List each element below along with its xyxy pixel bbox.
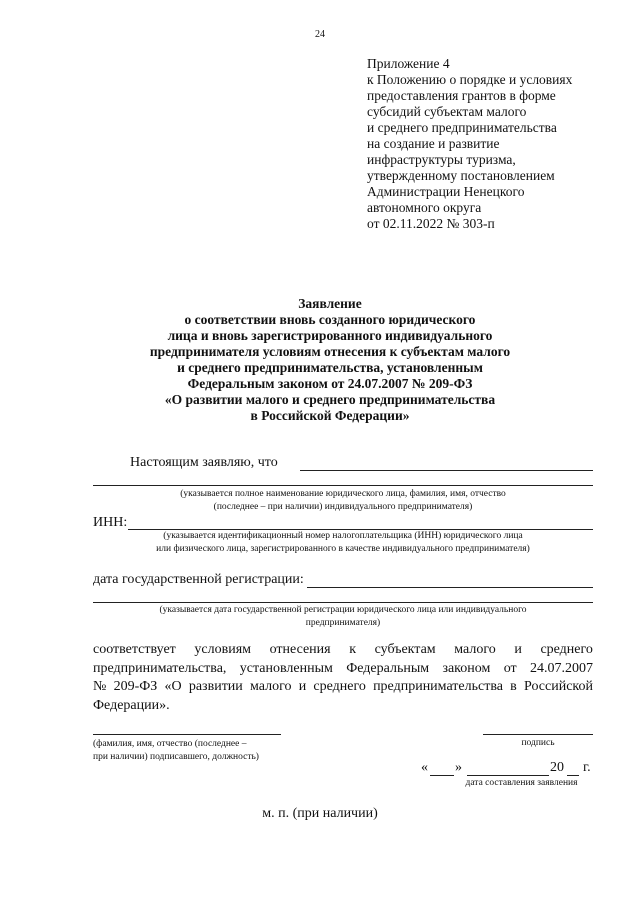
date-day-field[interactable] bbox=[430, 775, 454, 776]
reg-hint-2: предпринимателя) bbox=[305, 618, 381, 628]
body-word: соответствует bbox=[93, 642, 176, 657]
reg-date-field-continued[interactable] bbox=[93, 602, 593, 603]
appendix-line: предоставления грантов в форме bbox=[367, 88, 556, 103]
appendix-block bbox=[367, 56, 572, 232]
body-line-1 bbox=[93, 641, 593, 660]
title-line: лица и вновь зарегистрированного индивидуального bbox=[167, 328, 493, 343]
declare-field[interactable] bbox=[300, 470, 593, 471]
name-hint-2: (последнее – при наличии) индивидуального предпринимателя) bbox=[213, 502, 473, 512]
appendix-line: и среднего предпринимательства bbox=[367, 120, 557, 135]
title-line: «О развитии малого и среднего предпринимательства bbox=[164, 392, 496, 407]
year-suffix: г. bbox=[583, 760, 591, 775]
body-word: среднего bbox=[313, 679, 366, 694]
body-word: малого bbox=[454, 642, 496, 657]
appendix-line: субсидий субъектам малого bbox=[367, 104, 527, 119]
inn-label: ИНН: bbox=[93, 515, 128, 530]
appendix-line: на создание и развитие bbox=[367, 136, 500, 151]
body-word: малого bbox=[250, 679, 292, 694]
date-open-quote: « bbox=[421, 760, 428, 775]
body-word: субъектам bbox=[374, 642, 436, 657]
reg-date-label: дата государственной регистрации: bbox=[93, 572, 304, 587]
body-word: среднего bbox=[540, 642, 593, 657]
body-word: Федеральным bbox=[346, 660, 430, 676]
body-word: Российской bbox=[524, 679, 593, 694]
body-paragraph bbox=[93, 641, 593, 715]
body-word: от bbox=[503, 660, 517, 676]
appendix-line: утвержденному постановлением bbox=[367, 168, 555, 183]
body-word: предпринимательства bbox=[373, 679, 503, 694]
inn-hint-1: (указывается идентификационный номер налогоплательщика (ИНН) юридического лица bbox=[163, 531, 523, 541]
body-word: «О bbox=[164, 679, 182, 694]
signature-label: подпись bbox=[521, 738, 555, 748]
date-close-quote: » bbox=[455, 760, 462, 775]
body-word: развитии bbox=[188, 679, 243, 694]
body-word: законом bbox=[442, 660, 491, 676]
appendix-line: Приложение 4 bbox=[367, 56, 450, 71]
body-word: № bbox=[93, 679, 107, 694]
title-line: Заявление bbox=[298, 296, 362, 311]
body-word: 209-ФЗ bbox=[113, 679, 158, 694]
fio-hint-1: (фамилия, имя, отчество (последнее – bbox=[93, 739, 247, 749]
signature-field[interactable] bbox=[483, 734, 593, 735]
reg-date-field[interactable] bbox=[307, 587, 593, 588]
body-word: предпринимательства, bbox=[93, 660, 227, 676]
document-title bbox=[60, 296, 600, 424]
date-month-field[interactable] bbox=[467, 775, 549, 776]
title-line: Федеральным законом от 24.07.2007 № 209-ФЗ bbox=[187, 376, 473, 391]
title-line: о соответствии вновь созданного юридического bbox=[184, 312, 476, 327]
declare-field-continued[interactable] bbox=[93, 485, 593, 486]
appendix-line: инфраструктуры туризма, bbox=[367, 152, 516, 167]
declare-label: Настоящим заявляю, что bbox=[130, 455, 278, 470]
title-line: предпринимателя условиям отнесения к субъектам малого bbox=[149, 344, 511, 359]
body-word: к bbox=[349, 642, 357, 657]
page-number: 24 bbox=[315, 29, 325, 40]
title-line: в Российской Федерации» bbox=[250, 408, 410, 423]
appendix-line: от 02.11.2022 № 303-п bbox=[367, 216, 495, 231]
body-word: условиям bbox=[194, 642, 251, 657]
fio-field[interactable] bbox=[93, 734, 281, 735]
body-word: в bbox=[510, 679, 517, 694]
body-word: отнесения bbox=[269, 642, 331, 657]
date-label: дата составления заявления bbox=[465, 778, 578, 788]
body-word: и bbox=[514, 642, 522, 657]
fio-hint-2: при наличии) подписавшего, должность) bbox=[93, 752, 259, 762]
body-word: 24.07.2007 bbox=[529, 660, 593, 676]
date-year-field[interactable] bbox=[567, 775, 579, 776]
stamp-label: м. п. (при наличии) bbox=[262, 806, 378, 821]
body-word: и bbox=[298, 679, 307, 694]
title-line: и среднего предпринимательства, установленным bbox=[177, 360, 483, 375]
body-line-2 bbox=[93, 660, 593, 679]
body-line-3 bbox=[93, 678, 593, 697]
year-prefix: 20 bbox=[550, 760, 564, 775]
body-line-4: Федерации». bbox=[93, 697, 170, 713]
inn-hint-2: или физического лица, зарегистрированного в качестве индивидуального предпринимателя) bbox=[156, 544, 530, 554]
reg-hint-1: (указывается дата государственной регистрации юридического лица или индивидуального bbox=[159, 605, 527, 615]
appendix-line: автономного округа bbox=[367, 200, 482, 215]
name-hint-1: (указывается полное наименование юридического лица, фамилия, имя, отчество bbox=[180, 489, 506, 499]
appendix-line: Администрации Ненецкого bbox=[367, 184, 525, 199]
appendix-line: к Положению о порядке и условиях bbox=[367, 72, 573, 87]
body-word: установленным bbox=[239, 660, 333, 676]
